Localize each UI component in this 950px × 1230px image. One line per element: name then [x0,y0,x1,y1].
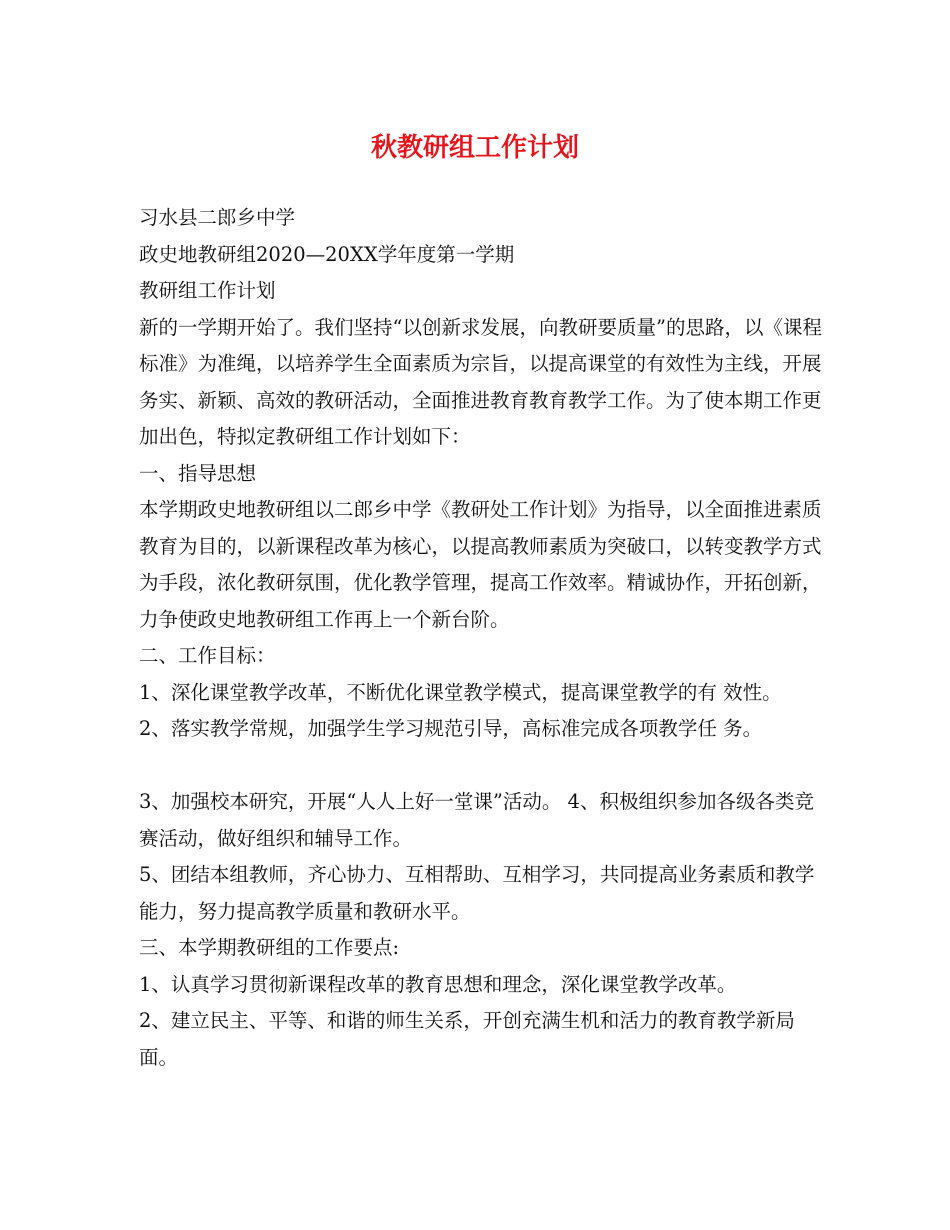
blank-line [139,748,829,785]
goal-item-3-4: 3、加强校本研究，开展“人人上好一堂课”活动。 4、积极组织参加各级各类竞赛活动，做好组织和辅导工作。 [139,790,814,850]
section-heading-work-goals: 二、工作目标： [139,644,276,667]
goal-item-5: 5、团结本组教师，齐心协力、互相帮助、互相学习，共同提高业务素质和教学能力，努力提高教学质量和教研水平。 [139,863,815,923]
key-point-item-2: 2、建立民主、平等、和谐的师生关系，开创充满生机和活力的教育教学新局面。 [139,1009,795,1069]
guiding-thought-paragraph: 本学期政史地教研组以二郎乡中学《教研处工作计划》为指导，以全面推进素质教育为目的，以新课程改革为核心，以提高教师素质为突破口，以转变教学方式为手段，浓化教研氛围，优化教学管理，提高工作效率。精诚协作，开拓创新，力争使政史地教研组工作再上一个新台阶。 [139,498,822,631]
intro-paragraph: 新的一学期开始了。我们坚持“以创新求发展，向教研要质量”的思路，以《课程标准》为准绳，以培养学生全面素质为宗旨，以提高课堂的有效性为主线，开展务实、新颖、高效的教研活动，全面推进教育教育教学工作。为了使本期工作更加出色，特拟定教研组工作计划如下： [139,315,822,448]
plan-heading-line: 教研组工作计划 [139,279,276,302]
goal-item-2: 2、落实教学常规，加强学生学习规范引导，高标准完成各项教学任 务。 [139,717,763,740]
section-heading-key-points: 三、本学期教研组的工作要点: [139,936,400,959]
document-title: 秋教研组工作计划 [370,133,579,163]
group-term-line: 政史地教研组2020—20XX学年度第一学期 [139,242,515,266]
section-heading-guiding-thought: 一、指导思想 [139,461,257,485]
key-point-item-1: 1、认真学习贯彻新课程改革的教育思想和理念，深化课堂教学改革。 [139,972,737,996]
school-name-line: 习水县二郎乡中学 [139,206,296,229]
document-body [139,200,829,1076]
goal-item-1: 1、深化课堂教学改革，不断优化课堂教学模式，提高课堂教学的有 效性。 [139,680,782,704]
